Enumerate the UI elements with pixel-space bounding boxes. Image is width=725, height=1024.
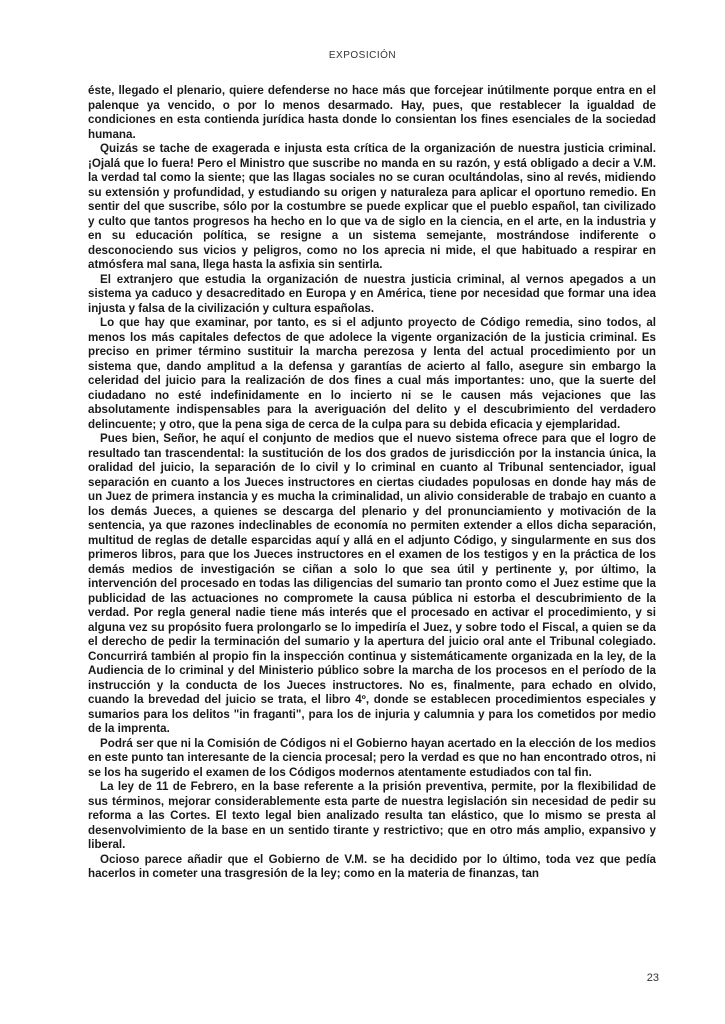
paragraph: Podrá ser que ni la Comisión de Códigos ni el Gobierno hayan acertado en la elección de los medios en este punto tan interesante de la ciencia procesal; pero la verdad es que no han encontrado otros, ni se los ha sugerido el examen de los Códigos modernos atentamente estudiados con tal fin. (88, 736, 656, 779)
paragraph: éste, llegado el plenario, quiere defenderse no hace más que forcejear inútilmente porque entra en el palenque ya vencido, o por lo menos desarmado. Hay, pues, que restablecer la igualdad de condiciones en esta contienda jurídica hasta donde lo consientan los fines esenciales de la sociedad humana. (88, 84, 656, 141)
paragraph: El extranjero que estudia la organización de nuestra justicia criminal, al vernos apegados a un sistema ya caduco y desacreditado en Europa y en América, tiene por necesidad que formar una idea injusta y falsa de la civilización y cultura españolas. (88, 272, 656, 315)
paragraph: Ocioso parece añadir que el Gobierno de V.M. se ha decidido por lo último, toda vez que pedía hacerlos in cometer una trasgresión de la ley; como en la materia de finanzas, tan (88, 852, 656, 880)
paragraph: La ley de 11 de Febrero, en la base referente a la prisión preventiva, permite, por la flexibilidad de sus términos, mejorar considerablemente esta parte de nuestra legislación sin necesidad de pedir su reforma a las Cortes. El texto legal bien analizado resulta tan elástico, que lo mismo se presta al desenvolvimiento de la base en un sentido tirante y restrictivo; que en otro más amplio, expansivo y liberal. (88, 780, 656, 851)
running-header: EXPOSICIÓN (328, 50, 397, 61)
paragraph: Pues bien, Señor, he aquí el conjunto de medios que el nuevo sistema ofrece para que el logro de resultado tan trascendental: la sustitución de los dos grados de jurisdicción por la instancia única, la oralidad del juicio, la separación de lo civil y lo criminal en cuanto al Tribunal sentenciador, igual separación en cuanto a los Jueces instructores en ciertas ciudades populosas en donde hay más de un Juez de primera instancia y es mucha la criminalidad, un alivio considerable de trabajo en cuanto a los demás Jueces, a quienes se descarga del plenario y del pronunciamiento y motivación de la sentencia, ya que razones indeclinables de economía no permiten extender a ellos dicha separación, multitud de reglas de detalle esparcidas aquí y allá en el adjunto Código, y singularmente en sus dos primeros libros, para que los Jueces instructores en el examen de los testigos y en la práctica de los demás medios de investigación se ciñan a solo lo que sea útil y pertinente y, por último, la intervención del procesado en todas las diligencias del sumario tan pronto como el Juez estime que la publicidad de las actuaciones no compromete la causa pública ni estorba el descubrimiento de la verdad. Por regla general nadie tiene más interés que el procesado en activar el procedimiento, y si alguna vez su propósito fuera prolongarlo se lo impediría el Juez, y sobre todo el Fiscal, a quien se da el derecho de pedir la terminación del sumario y la apertura del juicio oral ante el Tribunal colegiado. Concurrirá también al propio fin la inspección continua y sistemáticamente organizada en la ley, de la Audiencia de lo criminal y del Ministerio público sobre la marcha de los procesos en el período de la instrucción y la conducta de los Jueces instructores. No es, finalmente, para echado en olvido, cuando la brevedad del juicio se trata, el libro 4º, donde se establecen procedimientos especiales y sumarios para los delitos "in fraganti", para los de injuria y calumnia y para los cometidos por medio de la imprenta. (88, 432, 656, 735)
paragraph: Quizás se tache de exagerada e injusta esta crítica de la organización de nuestra justicia criminal. ¡Ojalá que lo fuera! Pero el Ministro que suscribe no manda en su razón, y está obligado a decir a V.M. la verdad tal como la siente; que las llagas sociales no se curan ocultándolas, sino al revés, midiendo su extensión y profundidad, y estudiando su origen y naturaleza para aplicar el oportuno remedio. En sentir del que suscribe, sólo por la costumbre se puede explicar que el pueblo español, tan civilizado y culto que tantos progresos ha hecho en lo que va de siglo en la ciencia, en el arte, en la industria y en su educación política, se resigne a un sistema semejante, mostrándose indiferente o desconociendo sus vicios y peligros, como no los aprecia ni mide, el que habituado a respirar en atmósfera mal sana, llega hasta la asfixia sin sentirla. (88, 142, 656, 271)
page-number: 23 (646, 972, 659, 984)
paragraph: Lo que hay que examinar, por tanto, es si el adjunto proyecto de Código remedia, sino todos, al menos los más capitales defectos de que adolece la vigente organización de la justicia criminal. Es preciso en primer término sustituir la marcha perezosa y lenta del actual procedimiento por un sistema que, dando amplitud a la defensa y garantías de acierto al fallo, asegure sin embargo la celeridad del juicio para la realización de dos fines a cual más importantes: uno, que la suerte del ciudadano no esté indefinidamente en lo incierto ni se le causen más vejaciones que las absolutamente indispensables para la averiguación del delito y el descubrimiento del verdadero delincuente; y otro, que la pena siga de cerca de la culpa para su debida eficacia y ejemplaridad. (88, 316, 656, 431)
body-text (88, 84, 656, 882)
